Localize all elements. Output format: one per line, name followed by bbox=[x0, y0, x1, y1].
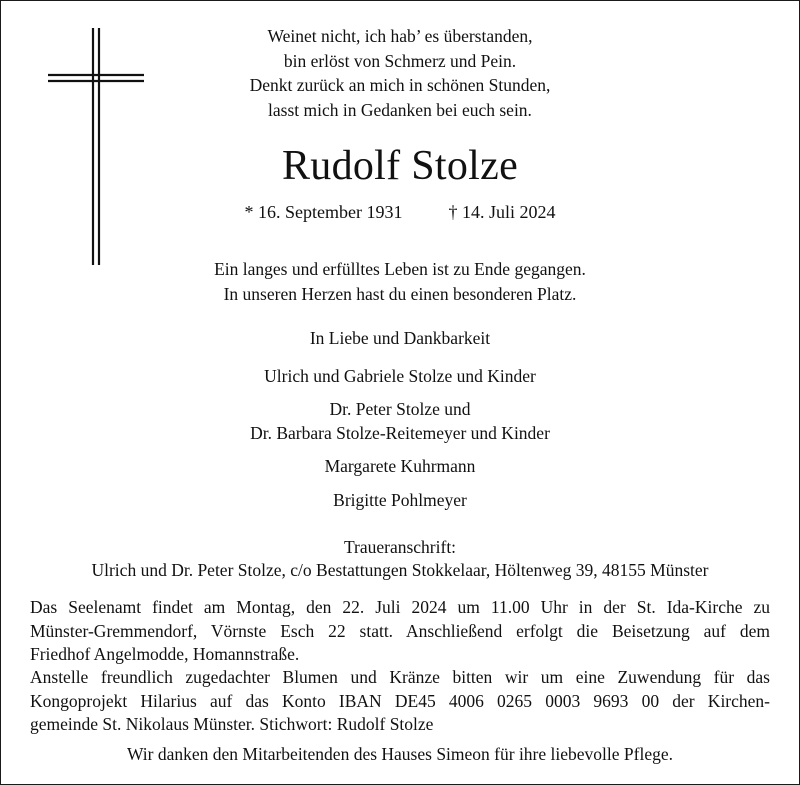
service-line: Friedhof Angelmodde, Homannstraße. bbox=[30, 644, 300, 664]
poem-line: lasst mich in Gedanken bei euch sein. bbox=[268, 99, 532, 120]
life-line: In unseren Herzen hast du einen besonderen Platz. bbox=[223, 283, 577, 304]
birth-date: * 16. September 1931 bbox=[244, 202, 403, 222]
family-line: Dr. Peter Stolze und bbox=[329, 399, 471, 419]
gratitude-line: In Liebe und Dankbarkeit bbox=[309, 328, 491, 348]
poem-line: bin erlöst von Schmerz und Pein. bbox=[283, 50, 517, 71]
thanks-line: Wir danken den Mitarbeitenden des Hauses Simeon für ihre liebevolle Pflege. bbox=[126, 744, 673, 764]
mourning-address: Ulrich und Dr. Peter Stolze, c/o Bestattungen Stokkelaar, Höltenweg 39, 48155 Münster bbox=[91, 560, 709, 580]
death-date: † 14. Juli 2024 bbox=[448, 202, 556, 222]
donation-line: gemeinde St. Nikolaus Münster. Stichwort: Rudolf Stolze bbox=[30, 714, 434, 734]
poem-line: Denkt zurück an mich in schönen Stunden, bbox=[249, 75, 551, 95]
family-line: Ulrich und Gabriele Stolze und Kinder bbox=[264, 366, 536, 386]
address-label: Traueranschrift: bbox=[343, 537, 457, 557]
family-group bbox=[0, 397, 800, 445]
family-line: Margarete Kuhrmann bbox=[324, 456, 476, 476]
service-line: Münster-Gremmendorf, Vörnste Esch 22 statt. Anschließend erfolgt die Beisetzung auf dem bbox=[30, 620, 770, 641]
family-group bbox=[0, 454, 800, 478]
life-line: Ein langes und erfülltes Leben ist zu Ende gegangen. bbox=[214, 259, 586, 279]
donation-line: Kongoprojekt Hilarius auf das Konto IBAN DE45 4006 0265 0003 9693 00 der Kirchen- bbox=[30, 690, 770, 711]
service-paragraph bbox=[30, 596, 770, 667]
donation-paragraph bbox=[30, 666, 770, 737]
family-group bbox=[0, 488, 800, 512]
family-line: Brigitte Pohlmeyer bbox=[333, 490, 467, 510]
poem bbox=[0, 24, 800, 122]
deceased-name: Rudolf Stolze bbox=[281, 143, 519, 189]
service-line: Das Seelenamt findet am Montag, den 22. Juli 2024 um 11.00 Uhr in der St. Ida-Kirche zu bbox=[30, 597, 770, 617]
family-line: Dr. Barbara Stolze-Reitemeyer und Kinder bbox=[250, 423, 550, 443]
poem-line: Weinet nicht, ich hab’ es überstanden, bbox=[267, 26, 533, 46]
life-text bbox=[0, 257, 800, 306]
family-group bbox=[0, 364, 800, 388]
life-dates bbox=[0, 202, 800, 223]
donation-line: Anstelle freundlich zugedachter Blumen und Kränze bitten wir um eine Zuwendung für das bbox=[30, 667, 770, 687]
